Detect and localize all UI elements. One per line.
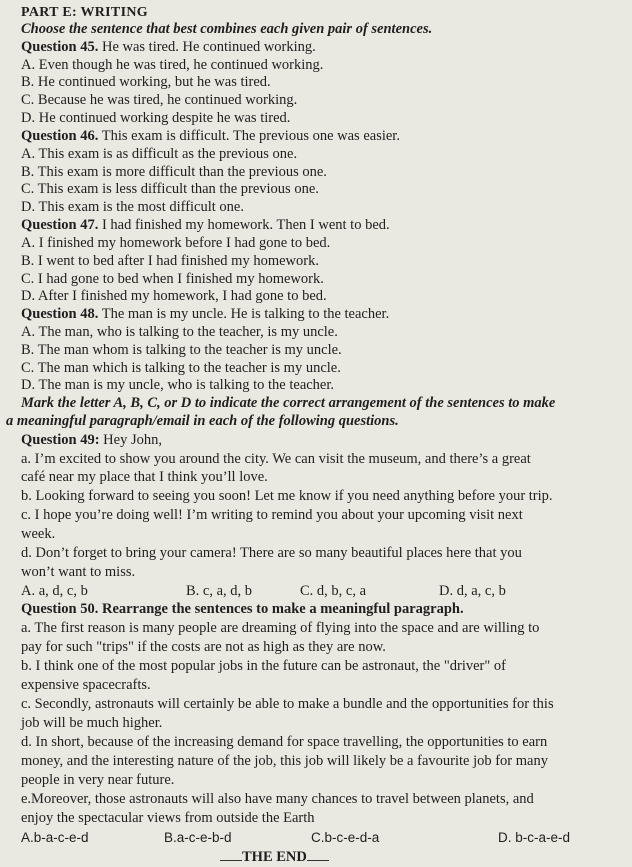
question-48-prompt: The man is my uncle. He is talking to the teacher. <box>98 306 390 322</box>
part-heading: PART E: WRITING <box>21 5 148 20</box>
q49-option-d: D. d, a, c, b <box>439 583 506 599</box>
q50-sentence-c-line2: job will be much higher. <box>21 715 163 731</box>
q50-option-a: A.b-a-c-e-d <box>21 830 89 845</box>
question-49 <box>21 432 162 449</box>
q50-sentence-b-line2: expensive spacecrafts. <box>21 677 151 693</box>
q48-option-c: C. The man which is talking to the teacher is my uncle. <box>21 360 341 376</box>
q49-option-b: B. c, a, d, b <box>186 583 253 599</box>
q45-option-c: C. Because he was tired, he continued working. <box>21 92 298 108</box>
question-48 <box>21 306 389 323</box>
q49-sentence-c-line2: week. <box>21 526 56 542</box>
question-49-label: Question 49: <box>21 432 100 448</box>
question-48-label: Question 48. <box>21 306 99 322</box>
q49-sentence-a-line2: café near my place that I think you’ll love. <box>21 469 268 485</box>
instruction-combine: Choose the sentence that best combines each given pair of sentences. <box>21 21 433 37</box>
q47-option-c: C. I had gone to bed when I finished my homework. <box>21 271 324 287</box>
q47-option-b: B. I went to bed after I had finished my homework. <box>21 253 319 269</box>
q50-option-c: C.b-c-e-d-a <box>311 830 380 845</box>
q48-option-d: D. The man is my uncle, who is talking to the teacher. <box>21 377 335 393</box>
q49-sentence-d-line2: won’t want to miss. <box>21 564 136 580</box>
question-50-label: Question 50. Rearrange the sentences to make a meaningful paragraph. <box>21 601 464 617</box>
q50-sentence-a-line2: pay for such "trips" if the costs are not as high as they are now. <box>21 639 386 655</box>
q49-option-a: A. a, d, c, b <box>21 583 88 599</box>
q48-option-b: B. The man whom is talking to the teacher is my uncle. <box>21 342 342 358</box>
q50-sentence-d-line3: people in very near future. <box>21 772 175 788</box>
q45-option-b: B. He continued working, but he was tired. <box>21 74 271 90</box>
question-45-prompt: He was tired. He continued working. <box>98 39 316 55</box>
q48-option-a: A. The man, who is talking to the teacher, is my uncle. <box>21 324 338 340</box>
q46-option-b: B. This exam is more difficult than the previous one. <box>21 164 327 180</box>
end-blank-left <box>220 848 242 861</box>
q49-sentence-c-line1: c. I hope you’re doing well! I’m writing to remind you about your upcoming visit next <box>21 507 523 523</box>
end-marker <box>220 848 329 866</box>
q46-option-d: D. This exam is the most difficult one. <box>21 199 244 215</box>
q49-sentence-d-line1: d. Don’t forget to bring your camera! There are so many beautiful places here that you <box>21 545 522 561</box>
q46-option-c: C. This exam is less difficult than the previous one. <box>21 181 319 197</box>
question-49-greeting: Hey John, <box>99 432 162 448</box>
question-46-prompt: This exam is difficult. The previous one was easier. <box>98 128 400 144</box>
end-blank-right <box>307 848 329 861</box>
question-47 <box>21 217 390 234</box>
q50-sentence-e-line1: e.Moreover, those astronauts will also have many chances to travel between planets, and <box>21 791 534 807</box>
question-45 <box>21 39 316 56</box>
q49-option-c: C. d, b, c, a <box>300 583 367 599</box>
q50-sentence-b-line1: b. I think one of the most popular jobs in the future can be astronaut, the "driver" of <box>21 658 506 674</box>
end-text: THE END <box>242 849 307 865</box>
q50-sentence-c-line1: c. Secondly, astronauts will certainly be able to make a bundle and the opportunities for this <box>21 696 554 712</box>
question-45-label: Question 45. <box>21 39 99 55</box>
q47-option-a: A. I finished my homework before I had gone to bed. <box>21 235 331 251</box>
q50-sentence-d-line2: money, and the interesting nature of the job, this job will likely be a favourite job for many <box>21 753 548 769</box>
q46-option-a: A. This exam is as difficult as the previous one. <box>21 146 298 162</box>
instruction-arrange-line1: Mark the letter A, B, C, or D to indicate the correct arrangement of the sentences to make <box>21 395 556 411</box>
q45-option-d: D. He continued working despite he was tired. <box>21 110 291 126</box>
q50-option-d: D. b-c-a-e-d <box>498 830 571 845</box>
instruction-arrange-line2: a meaningful paragraph/email in each of the following questions. <box>6 413 399 429</box>
question-47-prompt: I had finished my homework. Then I went to bed. <box>98 217 390 233</box>
q47-option-d: D. After I finished my homework, I had gone to bed. <box>21 288 327 304</box>
q50-sentence-e-line2: enjoy the spectacular views from outside the Earth <box>21 810 315 826</box>
question-46 <box>21 128 400 145</box>
q45-option-a: A. Even though he was tired, he continued working. <box>21 57 324 73</box>
q50-sentence-d-line1: d. In short, because of the increasing demand for space travelling, the opportunities to earn <box>21 734 548 750</box>
question-47-label: Question 47. <box>21 217 99 233</box>
q49-sentence-a-line1: a. I’m excited to show you around the city. We can visit the museum, and there’s a great <box>21 451 531 467</box>
q50-sentence-a-line1: a. The first reason is many people are dreaming of flying into the space and are willing to <box>21 620 540 636</box>
q50-option-b: B.a-c-e-b-d <box>164 830 232 845</box>
question-46-label: Question 46. <box>21 128 99 144</box>
q49-sentence-b: b. Looking forward to seeing you soon! Let me know if you need anything before your trip. <box>21 488 553 504</box>
